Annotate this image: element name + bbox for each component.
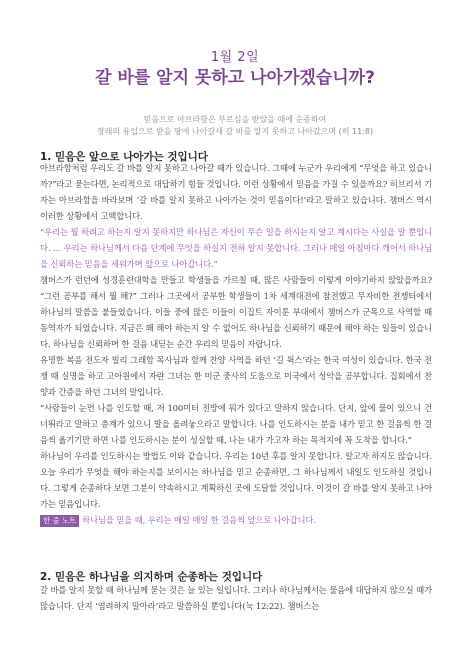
scripture-line-2: 장래의 유업으로 받을 땅에 나아갈새 갈 바를 알지 못하고 나아갔으며 (히 11:8): [96, 127, 374, 136]
note-text: 하나님을 믿을 때, 우리는 매일 매일 한 걸음씩 앞으로 나아갑니다.: [82, 515, 316, 525]
section-2-heading: 2. 믿음은 하나님을 의지하며 순종하는 것입니다: [40, 571, 263, 583]
section-2-body: [40, 582, 432, 614]
paragraph: 유명한 복음 전도자 빌리 그래함 목사님과 함께 찬양 사역을 하던 ‘길 윅스’라는 한국 여성이 있습니다. 한국 전쟁 때 실명을 하고 고아원에서 자란 그녀는 한 미군 중사의 도움으로 미국에서 성악을 공부합니다. 집회에서 찬양과 간증을 하던 그녀의 말입니다.: [40, 355, 432, 397]
paragraph: 챔버스가 런던에 성경훈련대학을 만들고 학생들을 가르칠 때, 많은 사람들이 이렇게 이야기하지 않았을까요? “그런 공부를 해서 뭘 해?” 그러나 그곳에서 공부한 학생들이 1차 세계대전에 참전했고 무자비한 전쟁터에서 하나님의 말씀을 붙들었습니다. 이들 중에 많은 이들이 이집트 자이툰 부대에서 챔버스가 군목으로 사역할 때 동역자가 되었습니다. 지금은 왜 해야 하는지 알 수 없어도 하나님을 신뢰하기 때문에 해야 하는 일들이 있습니다. 하나님을 신뢰하며 한 걸음 내딛는 순간 우리의 믿음이 자랍니다.: [40, 275, 432, 349]
highlight-quote: “우리는 뭘 하려고 하는지 알지 못하지만 하나님은 자신이 무슨 일을 하시는지 알고 계시다는 사실을 알 뿐입니다. … 우리는 하나님께서 다음 단계에 무엇을 하실지 전혀 알지 못합니다. 그러나 매일 아침마다 깨어서 하나님을 신뢰하는 믿음을 세워가며 앞으로 나아갑니다.”: [40, 227, 432, 269]
page-title: 갈 바를 알지 못하고 나아가겠습니까?: [95, 68, 375, 88]
paragraph: “사람들이 눈먼 나를 인도할 때, 저 100미터 전방에 뭐가 있다고 말하지 않습니다. 단지, 앞에 물이 있으니 건너뛰라고 말하고 층계가 있으니 발을 올려놓으라고 말합니다. 나를 인도하시는 분을 내가 믿고 한 걸음씩 한 걸음씩 옮기기만 하면 나를 인도하시는 분이 성실할 때, 나는 내가 가고자 하는 목적지에 꼭 도착을 합니다.”: [40, 403, 432, 445]
section-1-body: [40, 160, 432, 528]
section-1-heading: 1. 믿음은 앞으로 나아가는 것입니다: [40, 151, 208, 163]
note-tag: 한 줄 노트: [40, 515, 79, 527]
one-line-note: [40, 512, 432, 528]
paragraph: 아브라함처럼 우리도 갈 바를 알지 못하고 나아갈 때가 있습니다. 그때에 누군가 우리에게 “무엇을 하고 있습니까?”라고 묻는다면, 논리적으로 대답하기 힘들 것입니다. 이런 상황에서 믿음을 가질 수 있을까요? 히브리서 기자는 아브라함을 바라보며 ‘갈 바를 알지 못하고 나아가는 것이 믿음이다!’라고 말하고 있습니다. 챔버스 역시 이러한 상황에서 고백합니다.: [40, 163, 432, 221]
paragraph: 갈 바를 알지 못할 때 하나님께 묻는 것은 늘 있는 일입니다. 그러나 하나님께서는 물음에 대답하지 않으실 때가 많습니다. 단지 ‘염려하지 말아라’라고 말씀하실 뿐입니다(눅 12:22). 챔버스는: [40, 585, 432, 611]
scripture-line-1: 믿음으로 아브라함은 부르심을 받았을 때에 순종하여: [143, 115, 327, 124]
devotion-date: 1월 2일: [210, 50, 260, 65]
paragraph: 하나님이 우리를 인도하시는 방법도 이와 같습니다. 우리는 10년 후를 알지 못합니다. 알고자 하지도 않습니다. 오늘 우리가 무엇을 해야 하는지를 보이시는 하나님을 믿고 순종하면, 그 하나님께서 내일도 인도하실 것입니다. 그렇게 순종하다 보면 그분이 약속하시고 계획하신 곳에 도달할 것입니다. 이것이 갈 바를 알지 못하고 나아가는 믿음입니다.: [40, 451, 432, 509]
